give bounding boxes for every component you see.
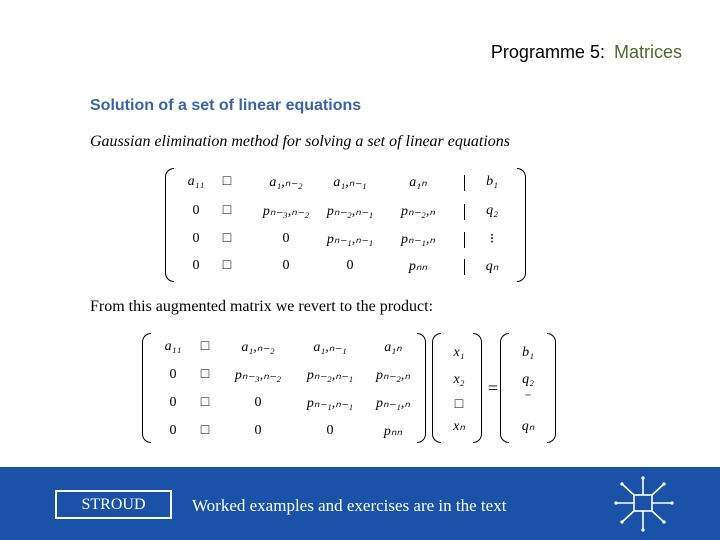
coefficient-cell: pₙ₋₃,ₙ₋₂ <box>234 368 282 383</box>
coefficient-cell: pₙ₋₂,ₙ₋₁ <box>306 368 354 383</box>
augmented-cell: 0 <box>282 231 290 246</box>
rhs-vector-cell: b₁ <box>522 345 534 360</box>
augmented-cell: a₁ₙ <box>409 175 427 190</box>
subtitle: Gaussian elimination method for solving a set of linear equations <box>90 133 510 150</box>
revert-text: From this augmented matrix we revert to the product: <box>90 298 434 315</box>
rhs-vector-cell: qₙ <box>521 419 535 434</box>
rhs-vector-cell: ⁻ <box>524 391 532 406</box>
augmented-cell: □ <box>222 174 232 189</box>
programme-label: Programme 5: <box>490 42 605 62</box>
augmented-cell: 0 <box>346 258 354 273</box>
augmented-cell: 0 <box>192 258 200 273</box>
coefficient-cell: 0 <box>169 423 177 438</box>
augmented-cell: a₁,ₙ₋₂ <box>269 175 303 190</box>
coefficient-cell: □ <box>200 395 210 410</box>
coefficient-cell: □ <box>200 423 210 438</box>
augmented-cell: pₙ₋₁,ₙ <box>401 232 435 247</box>
augmented-cell: pₙ₋₂,ₙ <box>401 204 435 219</box>
augmented-cell: 0 <box>192 203 200 218</box>
x-left-paren <box>432 333 441 443</box>
coefficient-cell: pₙ₋₂,ₙ <box>376 368 410 383</box>
augmented-cell: 0 <box>192 231 200 246</box>
topic-label: Matrices <box>613 42 682 62</box>
coeff-left-paren <box>142 333 151 443</box>
x-vector-cell: □ <box>454 397 464 412</box>
x-vector-cell: x₂ <box>453 372 465 387</box>
augmented-cell: a₁₁ <box>187 174 205 189</box>
rhs-right-paren <box>547 333 556 443</box>
augmented-cell: 0 <box>282 258 290 273</box>
stroud-logo-icon <box>612 476 676 532</box>
augmented-cell: pₙₙ <box>408 259 428 274</box>
augmented-cell: pₙ₋₁,ₙ₋₁ <box>326 232 374 247</box>
coefficient-cell: a₁₁ <box>164 339 182 354</box>
augmented-cell: ⁝ <box>489 232 495 247</box>
stroud-badge: STROUD <box>55 490 172 519</box>
augmented-cell: □ <box>222 231 232 246</box>
augmented-cell: b₁ <box>486 174 498 189</box>
x-vector-cell: xₙ <box>453 419 465 434</box>
augmented-cell: q₂ <box>486 203 498 218</box>
augmented-cell: qₙ <box>485 259 499 274</box>
coefficient-cell: a₁,ₙ₋₁ <box>313 340 347 355</box>
x-vector-cell: x₁ <box>453 345 465 360</box>
augmented-cell: pₙ₋₃,ₙ₋₂ <box>262 204 310 219</box>
coefficient-cell: a₁,ₙ₋₂ <box>241 340 275 355</box>
coefficient-cell: 0 <box>254 395 262 410</box>
footer-note: Worked examples and exercises are in the text <box>192 496 507 515</box>
coefficient-cell: □ <box>200 367 210 382</box>
coefficient-cell: 0 <box>254 423 262 438</box>
section-title: Solution of a set of linear equations <box>90 97 362 114</box>
coefficient-cell: pₙₙ <box>383 424 403 439</box>
coefficient-cell: 0 <box>326 423 334 438</box>
augmented-cell: □ <box>222 258 232 273</box>
coeff-right-paren <box>417 333 426 443</box>
coefficient-cell: a₁ₙ <box>384 340 402 355</box>
coefficient-cell: pₙ₋₁,ₙ₋₁ <box>306 396 354 411</box>
augmented-cell: a₁,ₙ₋₁ <box>333 175 367 190</box>
augmented-cell: pₙ₋₂,ₙ₋₁ <box>326 204 374 219</box>
rhs-vector-cell: q₂ <box>522 372 534 387</box>
rhs-left-paren <box>500 333 509 443</box>
equals-sign: = <box>487 378 499 398</box>
coefficient-cell: 0 <box>169 367 177 382</box>
coefficient-cell: 0 <box>169 395 177 410</box>
augmented-cell: □ <box>222 203 232 218</box>
coefficient-cell: □ <box>200 339 210 354</box>
coefficient-cell: pₙ₋₁,ₙ <box>376 396 410 411</box>
x-right-paren <box>473 333 482 443</box>
